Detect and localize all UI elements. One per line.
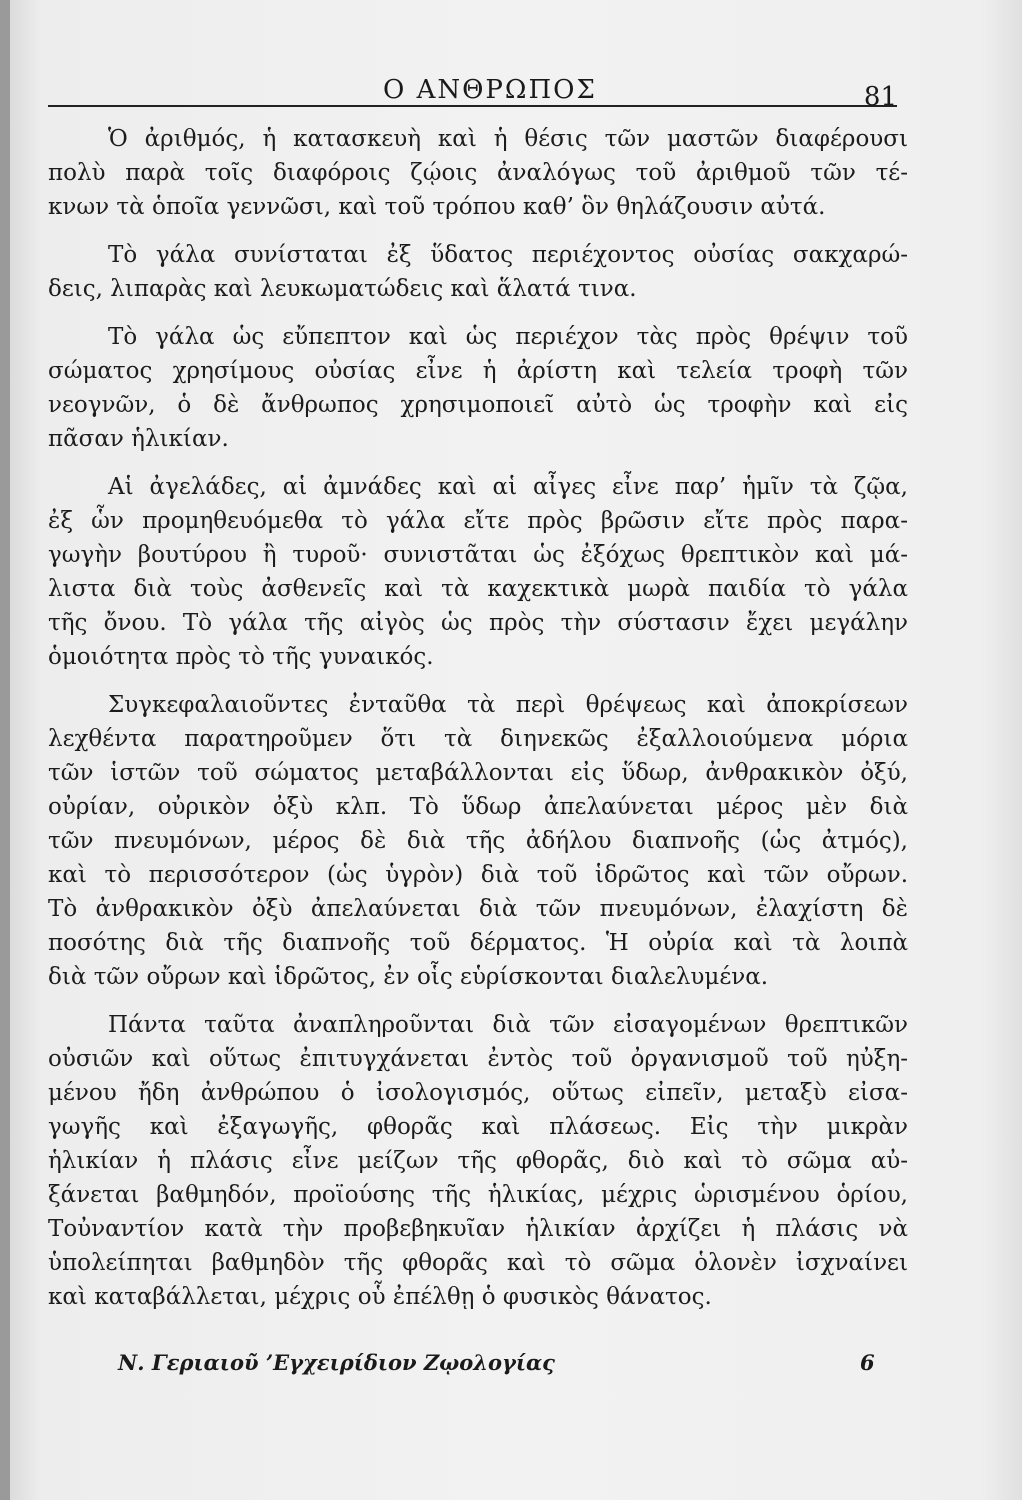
- paragraph: [48, 122, 908, 224]
- text-line: Συγκεφαλαιοῦντες ἐνταῦθα τὰ περὶ θρέψεως καὶ ἀποκρίσεων: [108, 692, 908, 718]
- text-line: διὰ τῶν οὔρων καὶ ἱδρῶτος, ἐν οἷς εὑρίσκονται διαλελυμένα.: [48, 964, 769, 990]
- text-line: Τοὐναντίον κατὰ τὴν προβεβηκυῖαν ἡλικίαν ἀρχίζει ἡ πλάσις νὰ: [48, 1216, 908, 1242]
- paragraph-gap: [48, 306, 908, 320]
- text-line: σώματος χρησίμους οὐσίας εἶνε ἡ ἀρίστη καὶ τελεία τροφὴ τῶν: [48, 358, 908, 384]
- paragraph-gap: [48, 224, 908, 238]
- paragraph-gap: [48, 674, 908, 688]
- text-line: οὐσιῶν καὶ οὕτως ἐπιτυγχάνεται ἐντὸς τοῦ ὀργανισμοῦ τοῦ ηὐξη-: [48, 1046, 908, 1072]
- text-line: τῶν πνευμόνων, μέρος δὲ διὰ τῆς ἀδήλου διαπνοῆς (ὡς ἀτμός),: [48, 828, 908, 854]
- text-line: πολὺ παρὰ τοῖς διαφόροις ζῴοις ἀναλόγως τοῦ ἀριθμοῦ τῶν τέ-: [48, 160, 908, 186]
- running-title: Ο ΑΝΘΡΩΠΟΣ: [383, 75, 597, 105]
- paragraph: [48, 320, 908, 456]
- text-line: γωγῆς καὶ ἐξαγωγῆς, φθορᾶς καὶ πλάσεως. Εἰς τὴν μικρὰν: [48, 1114, 908, 1140]
- page-header: [48, 75, 897, 107]
- text-line: μένου ἤδη ἀνθρώπου ὁ ἰσολογισμός, οὕτως εἰπεῖν, μεταξὺ εἰσα-: [48, 1080, 908, 1106]
- text-line: γωγὴν βουτύρου ἢ τυροῦ· συνιστᾶται ὡς ἐξόχως θρεπτικὸν καὶ μά-: [48, 542, 908, 568]
- signature-line: Ν. Γεριαιοῦ ’Εγχειρίδιον Ζῳολογίας: [118, 1350, 555, 1375]
- text-line: Αἱ ἀγελάδες, αἱ ἀμνάδες καὶ αἱ αἶγες εἶνε παρ’ ἡμῖν τὰ ζῷα,: [108, 474, 908, 500]
- text-line: Τὸ γάλα ὡς εὔπεπτον καὶ ὡς περιέχον τὰς πρὸς θρέψιν τοῦ: [108, 324, 908, 350]
- paragraph: [48, 688, 908, 994]
- page-spine-shadow: [0, 0, 10, 1500]
- text-line: τῆς ὄνου. Τὸ γάλα τῆς αἰγὸς ὡς πρὸς τὴν σύστασιν ἔχει μεγάλην: [48, 610, 908, 636]
- text-line: τῶν ἱστῶν τοῦ σώματος μεταβάλλονται εἰς ὕδωρ, ἀνθρακικὸν ὀξύ,: [48, 760, 908, 786]
- paragraph-gap: [48, 994, 908, 1008]
- text-line: κνων τὰ ὁποῖα γεννῶσι, καὶ τοῦ τρόπου καθ’ ὃν θηλάζουσιν αὐτά.: [48, 194, 826, 220]
- text-line: ποσότης διὰ τῆς διαπνοῆς τοῦ δέρματος. Ἡ οὐρία καὶ τὰ λοιπὰ: [48, 930, 908, 956]
- text-line: Τὸ γάλα συνίσταται ἐξ ὕδατος περιέχοντος οὐσίας σακχαρώ-: [108, 242, 908, 268]
- paragraph: [48, 238, 908, 306]
- page-number: 81: [863, 82, 897, 112]
- text-line: ἡλικίαν ἡ πλάσις εἶνε μείζων τῆς φθορᾶς, διὸ καὶ τὸ σῶμα αὐ-: [48, 1148, 908, 1174]
- text-line: λιστα διὰ τοὺς ἀσθενεῖς καὶ τὰ καχεκτικὰ μωρὰ παιδία τὸ γάλα: [48, 576, 908, 602]
- text-line: ὑπολείπηται βαθμηδὸν τῆς φθορᾶς καὶ τὸ σῶμα ὁλονὲν ἰσχναίνει: [48, 1250, 908, 1276]
- signature-mark: 6: [860, 1350, 875, 1375]
- text-line: νεογνῶν, ὁ δὲ ἄνθρωπος χρησιμοποιεῖ αὐτὸ ὡς τροφὴν καὶ εἰς: [48, 392, 908, 418]
- text-line: Τὸ ἀνθρακικὸν ὀξὺ ἀπελαύνεται διὰ τῶν πνευμόνων, ἐλαχίστη δὲ: [48, 896, 908, 922]
- text-line: λεχθέντα παρατηροῦμεν ὅτι τὰ διηνεκῶς ἐξαλλοιούμενα μόρια: [48, 726, 908, 752]
- paragraph: [48, 470, 908, 674]
- text-line: πᾶσαν ἡλικίαν.: [48, 426, 229, 452]
- text-line: δεις, λιπαρὰς καὶ λευκωματώδεις καὶ ἅλατά τινα.: [48, 276, 637, 302]
- paragraph: [48, 1008, 908, 1314]
- text-line: Ὁ ἀριθμός, ἡ κατασκευὴ καὶ ἡ θέσις τῶν μαστῶν διαφέρουσι: [108, 126, 908, 152]
- paragraph-gap: [48, 456, 908, 470]
- text-line: οὐρίαν, οὐρικὸν ὀξὺ κλπ. Τὸ ὕδωρ ἀπελαύνεται μέρος μὲν διὰ: [48, 794, 908, 820]
- text-line: ξάνεται βαθμηδόν, προϊούσης τῆς ἡλικίας, μέχρις ὡρισμένου ὁρίου,: [48, 1182, 908, 1208]
- text-line: ἐξ ὧν προμηθευόμεθα τὸ γάλα εἴτε πρὸς βρῶσιν εἴτε πρὸς παρα-: [48, 508, 908, 534]
- text-line: ὁμοιότητα πρὸς τὸ τῆς γυναικός.: [48, 644, 434, 670]
- text-line: Πάντα ταῦτα ἀναπληροῦνται διὰ τῶν εἰσαγομένων θρεπτικῶν: [108, 1012, 908, 1038]
- body-text: [48, 122, 908, 1314]
- text-line: καὶ τὸ περισσότερον (ὡς ὑγρὸν) διὰ τοῦ ἱδρῶτος καὶ τῶν οὔρων.: [48, 862, 908, 888]
- text-line: καὶ καταβάλλεται, μέχρις οὗ ἐπέλθῃ ὁ φυσικὸς θάνατος.: [48, 1284, 712, 1310]
